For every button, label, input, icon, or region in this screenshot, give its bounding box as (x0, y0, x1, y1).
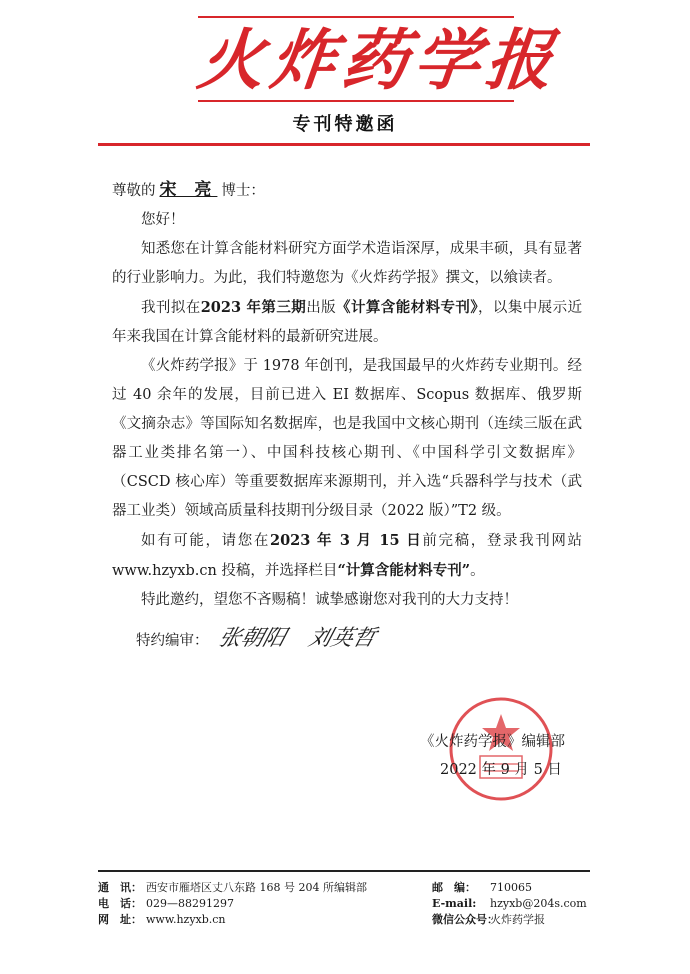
paragraph-3: 《火炸药学报》于 1978 年创刊，是我国最早的火炸药专业期刊。经过 40 余年的发展，目前已进入 EI 数据库、Scopus 数据库、俄罗斯《文摘杂志》等国际知名数据库，也是我国中文核心期刊（连续三版在武器工业类排名第一）、中国科技核心期刊、《中国科学引文数据库》（CSCD 核心库）等重要数据库来源期刊，并入选“兵器科学与技术（武器工业类）领域高质量科技期刊分级目录（2022 版）”T2 级。 (112, 358, 582, 519)
guest-editors-label: 特约编审： (136, 633, 209, 649)
postcode-label: 邮 编： (432, 881, 476, 894)
masthead-bottom-rule (198, 100, 514, 102)
p4-text-a: 如有可能，请您在 (141, 533, 270, 549)
salutation-prefix: 尊敬的 (112, 183, 156, 199)
p2-text-a: 我刊拟在 (141, 300, 201, 316)
paragraph-2 (112, 293, 582, 352)
contact-right (432, 880, 587, 928)
email-row (432, 896, 587, 912)
paragraph-4 (112, 526, 582, 586)
journal-masthead-title: 火炸药学报 (193, 21, 563, 99)
deadline-highlight: 2023 年 3 月 15 日 (270, 532, 423, 549)
special-issue-title: 《计算含能材料专刊》 (336, 299, 478, 316)
postcode-value: 710065 (490, 881, 532, 894)
wechat-label: 微信公众号： (432, 913, 498, 926)
address-row (98, 880, 367, 896)
phone-value: 029—88291297 (146, 897, 234, 910)
greeting: 您好！ (141, 212, 185, 228)
masthead-top-rule (198, 16, 514, 18)
invitation-subtitle: 专刊特邀函 (292, 114, 398, 135)
recipient-name: 宋 亮 (159, 180, 218, 200)
postcode-row (432, 880, 587, 896)
website-row (98, 912, 367, 928)
guest-editors (136, 624, 379, 656)
p4-text-c: 前完稿，登录我刊网站 www.hzyxb.cn 投稿，并选择栏目 (112, 533, 582, 579)
issue-highlight: 2023 年第三期 (200, 299, 307, 316)
contact-left (98, 880, 367, 928)
website-value[interactable]: www.hzyxb.cn (146, 913, 226, 926)
paragraph-1: 知悉您在计算含能材料研究方面学术造诣深厚，成果丰硕，具有显著的行业影响力。为此，我们特邀您为《火炸药学报》撰文，以飨读者。 (112, 241, 582, 286)
header-red-rule (98, 143, 590, 146)
p4-text-e: 。 (470, 563, 485, 579)
email-value[interactable]: hzyxb@204s.com (490, 897, 587, 910)
letter-date: 2022 年 9 月 5 日 (440, 762, 562, 778)
column-name-highlight: “计算含能材料专刊” (337, 562, 471, 579)
salutation-suffix: 博士： (221, 183, 265, 199)
phone-label: 电 话： (98, 897, 142, 910)
p2-text-e: ，以集中展示近年来我国在计算含能材料的最新研究进展。 (112, 300, 583, 345)
editorial-office: 《火炸药学报》编辑部 (420, 734, 565, 750)
address-label: 通 讯： (98, 881, 142, 894)
email-label: E-mail: (432, 897, 477, 910)
salutation (112, 176, 582, 206)
wechat-value: 火炸药学报 (490, 913, 545, 926)
signature-2: 刘英哲 (305, 626, 379, 651)
letter-body (112, 176, 582, 615)
p2-text-c: 出版 (306, 300, 337, 316)
wechat-row (432, 912, 587, 928)
footer-rule (98, 870, 590, 872)
phone-row (98, 896, 367, 912)
website-label: 网 址： (98, 913, 142, 926)
signature-1: 张朝阳 (215, 626, 288, 651)
address-value: 西安市雁塔区丈八东路 168 号 204 所编辑部 (146, 881, 367, 894)
paragraph-5: 特此邀约，望您不吝赐稿！诚挚感谢您对我刊的大力支持！ (141, 592, 518, 608)
